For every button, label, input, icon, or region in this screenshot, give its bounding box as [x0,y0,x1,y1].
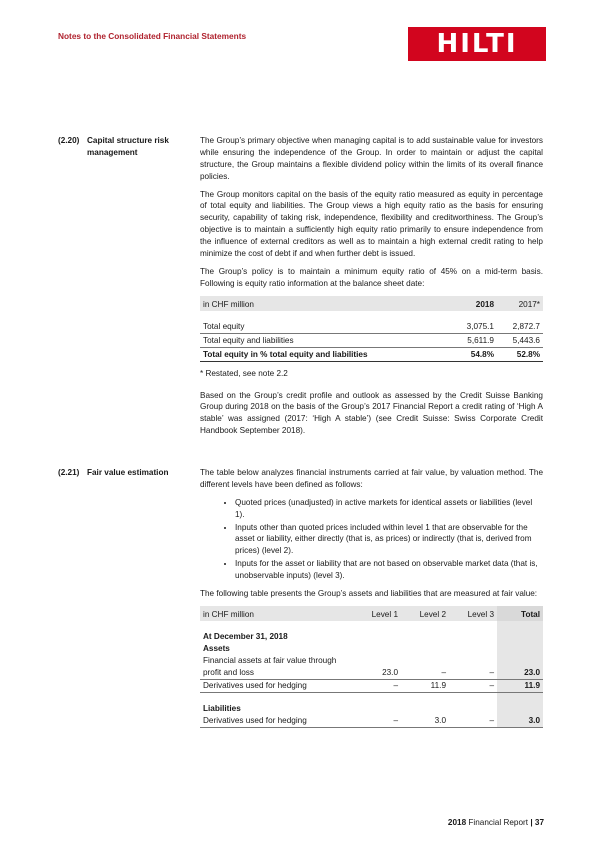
header-title: Notes to the Consolidated Financial Statements [58,31,247,41]
row-label: Derivatives used for hedging [200,715,353,728]
paragraph: Based on the Group’s credit profile and outlook as assessed by the Credit Suisse Banking Group during 2018 on the basis of the Group’s 2017 Financial Report a credit rating of ‘High A stable’ was assigned (2017: ‘High A stable’) (see Credit Suisse: Swiss Corporate Credit Handbook September 2018). [200,390,543,436]
page-number: 37 [534,818,544,827]
header-cell: Level 1 [353,606,401,621]
row-value: 54.8% [445,347,497,361]
levels-list [200,497,543,582]
paragraph: The following table presents the Group’s assets and liabilities that are measured at fair value: [200,589,538,599]
table-header-row [200,296,543,311]
row-value: – [449,715,497,728]
row-value: 3.0 [401,715,449,728]
date-label: At December 31, 2018 [203,632,288,642]
liabilities-label: Liabilities [203,704,241,714]
list-item: • Quoted prices (unadjusted) in active markets for identical assets or liabilities (level 1). [235,497,543,521]
footer-separator: | [530,818,533,827]
header-cell: 2018 [445,296,497,311]
section-body [200,467,543,728]
paragraph: The Group’s primary objective when managing capital is to add sustainable value for investors while ensuring the independence of the Group. In order to maintain or adjust the capital structure, the Group maintains a flexible dividend policy within the limits of its overall finance policies. [200,136,543,181]
table-row-total [200,347,543,361]
header-cell: Level 2 [401,606,449,621]
row-value: 3,075.1 [445,320,497,334]
row-label: Financial assets at fair value through [203,656,337,666]
table-row [200,667,543,680]
row-total: 11.9 [497,679,543,692]
row-label: profit and loss [200,667,353,680]
footnote: * Restated, see note 2.2 [200,368,288,378]
table-header-row [200,606,543,621]
header-cell: in CHF million [200,296,445,311]
section-title: Fair value estimation [87,468,169,477]
table-row [200,715,543,728]
table-row [200,320,543,334]
row-total: 3.0 [497,715,543,728]
list-item: • Inputs other than quoted prices included within level 1 that are observable for the asset or liability, either directly (that is, as prices) or indirectly (that is, derived from prices) (level 2). [235,522,543,558]
section-number: (2.21) [58,468,80,477]
row-label: Total equity [200,320,445,334]
paragraph: The Group’s policy is to maintain a minimum equity ratio of 45% on a mid-term basis. Following is equity ratio information at the balance sheet date: [200,266,543,288]
row-value: – [449,667,497,680]
table-row [200,679,543,692]
row-value: – [353,715,401,728]
page-footer [448,817,544,829]
header-cell: in CHF million [200,606,353,621]
row-value: 2,872.7 [497,320,543,334]
row-value: 23.0 [353,667,401,680]
fair-value-table [200,606,543,728]
footer-report: Financial Report [468,818,529,827]
row-value: – [449,679,497,692]
paragraph: The Group monitors capital on the basis of the equity ratio measured as equity in percentage of total equity and liabilities. The Group views a high equity ratio as the basis for ensuring security, capability of taking risk, independence, flexibility and creditworthiness. The Group’s objective is to maintain a sufficiently high equity ratio primarily to ensure independence from the influence of external creditors as well as to maintain a high external credit rating to help minimize the cost of debt if and when further debt is issued. [200,189,543,259]
row-value: – [401,667,449,680]
row-label: Derivatives used for hedging [200,679,353,692]
equity-ratio-table [200,296,543,362]
row-value: 5,611.9 [445,333,497,347]
row-label: Total equity in % total equity and liabilities [200,347,445,361]
row-total: 23.0 [497,667,543,680]
row-value: – [353,679,401,692]
section-title: Capital structure risk management [87,136,169,157]
header-cell: 2017* [497,296,543,311]
row-value: 5,443.6 [497,333,543,347]
paragraph: The table below analyzes financial instruments carried at fair value, by valuation method. The different levels have been defined as follows: [200,468,543,489]
footer-year: 2018 [447,818,467,827]
row-value: 52.8% [497,347,543,361]
logo-text: HILTI [436,29,518,59]
header-cell: Total [497,606,543,621]
row-value: 11.9 [401,679,449,692]
list-item: • Inputs for the asset or liability that are not based on observable market data (that is, unobservable inputs) (level 3). [235,558,543,582]
row-label: Total equity and liabilities [200,333,445,347]
table-row [200,333,543,347]
header-cell: Level 3 [449,606,497,621]
assets-label: Assets [203,644,230,654]
hilti-logo [408,27,546,61]
section-body [200,135,543,443]
section-number: (2.20) [58,136,80,145]
